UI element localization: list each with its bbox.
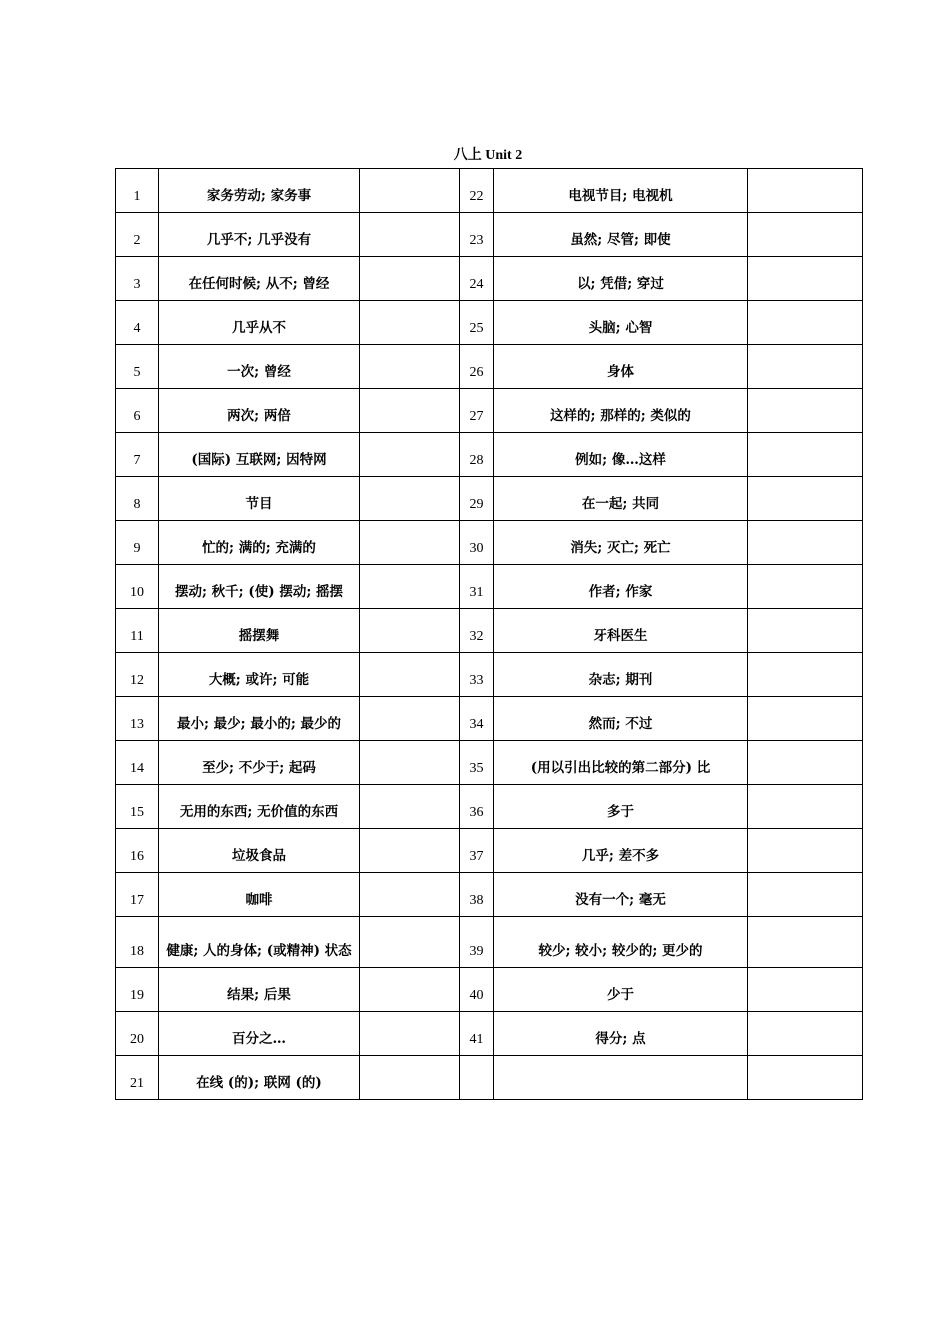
left-answer-cell[interactable] [360, 521, 460, 565]
left-meaning-cell: 结果; 后果 [159, 968, 360, 1012]
left-answer-cell[interactable] [360, 169, 460, 213]
right-answer-cell[interactable] [748, 565, 863, 609]
right-answer-cell[interactable] [748, 1012, 863, 1056]
table-row [116, 389, 863, 433]
left-meaning-cell: 在线 (的); 联网 (的) [159, 1056, 360, 1100]
vocabulary-table-body [116, 169, 863, 1100]
right-answer-cell[interactable] [748, 968, 863, 1012]
table-row [116, 565, 863, 609]
table-row [116, 477, 863, 521]
table-row [116, 785, 863, 829]
left-number-cell: 6 [116, 389, 159, 433]
left-answer-cell[interactable] [360, 301, 460, 345]
left-number-cell: 15 [116, 785, 159, 829]
right-answer-cell[interactable] [748, 345, 863, 389]
left-meaning-cell: 摇摆舞 [159, 609, 360, 653]
right-answer-cell[interactable] [748, 741, 863, 785]
left-number-cell: 18 [116, 917, 159, 968]
right-number-cell: 28 [460, 433, 494, 477]
left-meaning-cell: 一次; 曾经 [159, 345, 360, 389]
table-row [116, 1012, 863, 1056]
left-meaning-cell: 在任何时候; 从不; 曾经 [159, 257, 360, 301]
left-number-cell: 20 [116, 1012, 159, 1056]
right-meaning-cell: 电视节目; 电视机 [494, 169, 748, 213]
table-row [116, 169, 863, 213]
right-meaning-cell: 然而; 不过 [494, 697, 748, 741]
left-answer-cell[interactable] [360, 1056, 460, 1100]
table-row [116, 609, 863, 653]
right-number-cell: 37 [460, 829, 494, 873]
right-meaning-cell: 身体 [494, 345, 748, 389]
left-meaning-cell: (国际) 互联网; 因特网 [159, 433, 360, 477]
table-row [116, 345, 863, 389]
right-number-cell: 23 [460, 213, 494, 257]
left-number-cell: 8 [116, 477, 159, 521]
left-answer-cell[interactable] [360, 565, 460, 609]
table-row [116, 697, 863, 741]
table-row [116, 917, 863, 968]
right-number-cell: 41 [460, 1012, 494, 1056]
right-number-cell: 24 [460, 257, 494, 301]
right-answer-cell[interactable] [748, 1056, 863, 1100]
right-number-cell: 25 [460, 301, 494, 345]
right-meaning-cell: 以; 凭借; 穿过 [494, 257, 748, 301]
table-row [116, 829, 863, 873]
right-number-cell [460, 1056, 494, 1100]
left-meaning-cell: 百分之… [159, 1012, 360, 1056]
right-number-cell: 29 [460, 477, 494, 521]
table-row [116, 653, 863, 697]
left-answer-cell[interactable] [360, 477, 460, 521]
right-answer-cell[interactable] [748, 389, 863, 433]
left-number-cell: 3 [116, 257, 159, 301]
table-row [116, 213, 863, 257]
left-answer-cell[interactable] [360, 213, 460, 257]
left-answer-cell[interactable] [360, 829, 460, 873]
right-answer-cell[interactable] [748, 521, 863, 565]
left-answer-cell[interactable] [360, 433, 460, 477]
right-meaning-cell: 例如; 像…这样 [494, 433, 748, 477]
right-number-cell: 33 [460, 653, 494, 697]
right-answer-cell[interactable] [748, 169, 863, 213]
right-answer-cell[interactable] [748, 873, 863, 917]
right-answer-cell[interactable] [748, 213, 863, 257]
table-row [116, 301, 863, 345]
left-answer-cell[interactable] [360, 609, 460, 653]
left-number-cell: 17 [116, 873, 159, 917]
left-number-cell: 4 [116, 301, 159, 345]
table-row [116, 968, 863, 1012]
right-answer-cell[interactable] [748, 653, 863, 697]
right-meaning-cell: 几乎; 差不多 [494, 829, 748, 873]
right-number-cell: 39 [460, 917, 494, 968]
left-number-cell: 7 [116, 433, 159, 477]
right-meaning-cell: 这样的; 那样的; 类似的 [494, 389, 748, 433]
left-answer-cell[interactable] [360, 653, 460, 697]
right-meaning-cell: 多于 [494, 785, 748, 829]
right-meaning-cell: 得分; 点 [494, 1012, 748, 1056]
left-number-cell: 14 [116, 741, 159, 785]
right-answer-cell[interactable] [748, 433, 863, 477]
left-answer-cell[interactable] [360, 1012, 460, 1056]
right-meaning-cell [494, 1056, 748, 1100]
table-row [116, 873, 863, 917]
right-answer-cell[interactable] [748, 257, 863, 301]
right-answer-cell[interactable] [748, 301, 863, 345]
right-answer-cell[interactable] [748, 829, 863, 873]
right-number-cell: 32 [460, 609, 494, 653]
right-answer-cell[interactable] [748, 785, 863, 829]
left-answer-cell[interactable] [360, 257, 460, 301]
left-number-cell: 5 [116, 345, 159, 389]
table-row [116, 1056, 863, 1100]
left-answer-cell[interactable] [360, 741, 460, 785]
left-answer-cell[interactable] [360, 345, 460, 389]
right-meaning-cell: 没有一个; 毫无 [494, 873, 748, 917]
right-number-cell: 38 [460, 873, 494, 917]
right-meaning-cell: 消失; 灭亡; 死亡 [494, 521, 748, 565]
left-number-cell: 13 [116, 697, 159, 741]
left-meaning-cell: 摆动; 秋千; (使) 摆动; 摇摆 [159, 565, 360, 609]
left-meaning-cell: 咖啡 [159, 873, 360, 917]
right-number-cell: 36 [460, 785, 494, 829]
right-number-cell: 27 [460, 389, 494, 433]
right-number-cell: 30 [460, 521, 494, 565]
left-number-cell: 9 [116, 521, 159, 565]
right-meaning-cell: (用以引出比较的第二部分) 比 [494, 741, 748, 785]
left-meaning-cell: 几乎从不 [159, 301, 360, 345]
left-number-cell: 10 [116, 565, 159, 609]
table-row [116, 521, 863, 565]
left-meaning-cell: 节目 [159, 477, 360, 521]
right-meaning-cell: 头脑; 心智 [494, 301, 748, 345]
left-number-cell: 12 [116, 653, 159, 697]
left-meaning-cell: 家务劳动; 家务事 [159, 169, 360, 213]
right-meaning-cell: 作者; 作家 [494, 565, 748, 609]
right-meaning-cell: 杂志; 期刊 [494, 653, 748, 697]
right-meaning-cell: 少于 [494, 968, 748, 1012]
left-number-cell: 1 [116, 169, 159, 213]
right-answer-cell[interactable] [748, 609, 863, 653]
left-meaning-cell: 至少; 不少于; 起码 [159, 741, 360, 785]
table-row [116, 741, 863, 785]
left-number-cell: 21 [116, 1056, 159, 1100]
left-meaning-cell: 两次; 两倍 [159, 389, 360, 433]
left-number-cell: 16 [116, 829, 159, 873]
right-number-cell: 31 [460, 565, 494, 609]
left-meaning-cell: 忙的; 满的; 充满的 [159, 521, 360, 565]
right-answer-cell[interactable] [748, 697, 863, 741]
right-number-cell: 26 [460, 345, 494, 389]
document-title: 八上 Unit 2 [453, 148, 523, 163]
right-answer-cell[interactable] [748, 917, 863, 968]
left-meaning-cell: 垃圾食品 [159, 829, 360, 873]
right-meaning-cell: 牙科医生 [494, 609, 748, 653]
left-answer-cell[interactable] [360, 697, 460, 741]
right-meaning-cell: 在一起; 共同 [494, 477, 748, 521]
left-meaning-cell: 无用的东西; 无价值的东西 [159, 785, 360, 829]
right-number-cell: 40 [460, 968, 494, 1012]
left-number-cell: 11 [116, 609, 159, 653]
left-answer-cell[interactable] [360, 389, 460, 433]
left-number-cell: 2 [116, 213, 159, 257]
vocabulary-table [115, 168, 863, 1100]
left-answer-cell[interactable] [360, 968, 460, 1012]
left-answer-cell[interactable] [360, 873, 460, 917]
left-meaning-cell: 几乎不; 几乎没有 [159, 213, 360, 257]
right-number-cell: 35 [460, 741, 494, 785]
right-answer-cell[interactable] [748, 477, 863, 521]
left-answer-cell[interactable] [360, 917, 460, 968]
right-number-cell: 22 [460, 169, 494, 213]
right-number-cell: 34 [460, 697, 494, 741]
right-meaning-cell: 虽然; 尽管; 即使 [494, 213, 748, 257]
right-meaning-cell: 较少; 较小; 较少的; 更少的 [494, 917, 748, 968]
left-meaning-cell: 健康; 人的身体; (或精神) 状态 [159, 917, 360, 968]
left-meaning-cell: 最小; 最少; 最小的; 最少的 [159, 697, 360, 741]
left-answer-cell[interactable] [360, 785, 460, 829]
left-number-cell: 19 [116, 968, 159, 1012]
left-meaning-cell: 大概; 或许; 可能 [159, 653, 360, 697]
table-row [116, 257, 863, 301]
table-row [116, 433, 863, 477]
